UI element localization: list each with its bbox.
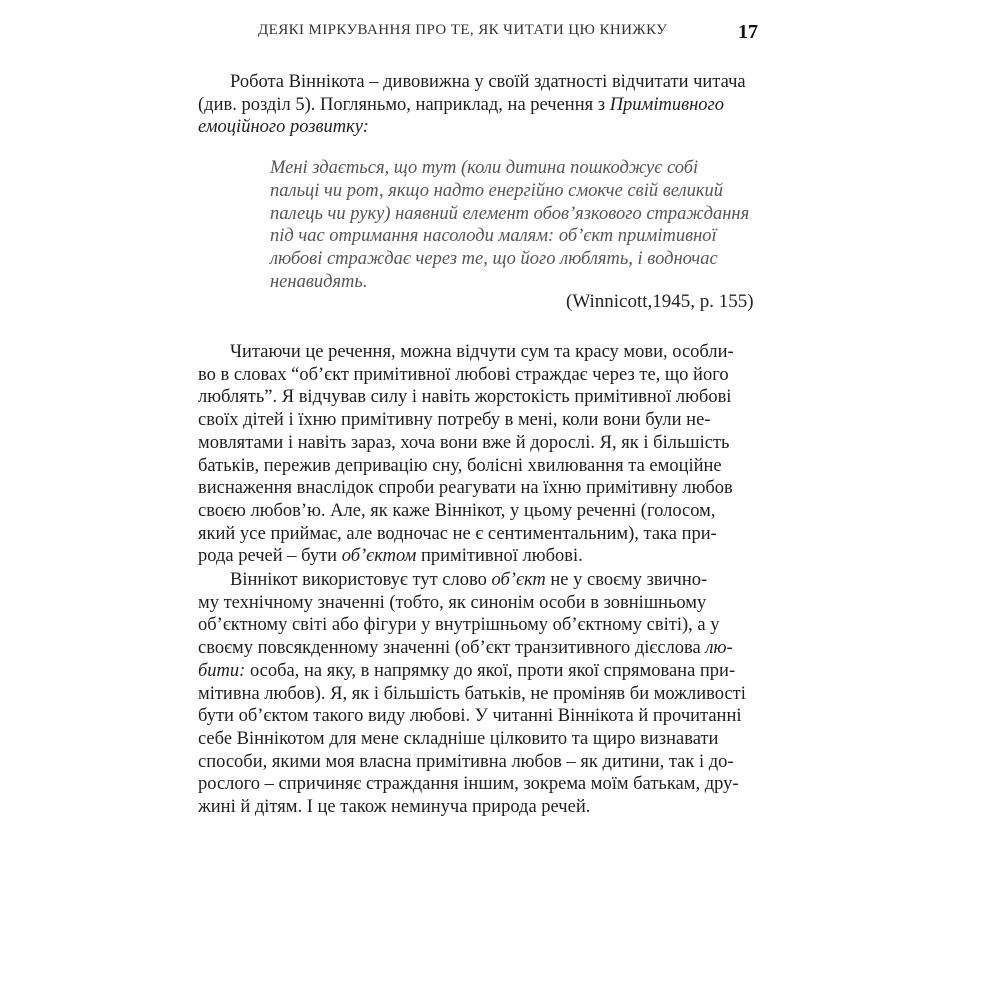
text-line: бути об’єктом такого виду любові. У читанні Віннікота й прочитанні: [198, 706, 742, 727]
text-line: який усе приймає, але водночас не є сентиментальним), така при-: [198, 523, 717, 544]
text-line: рослого – спричиняє страждання іншим, зокрема моїм батькам, дру-: [198, 774, 739, 795]
text-line: [198, 94, 763, 117]
text-line: мітивна любов). Я, як і більшість батьків, не проміняв би можливості: [198, 683, 746, 704]
text-line: своїх дітей і їхню примітивну потребу в мені, коли вони були не-: [198, 410, 711, 431]
running-title: ДЕЯКІ МІРКУВАННЯ ПРО ТЕ, ЯК ЧИТАТИ ЦЮ КНИЖКУ: [258, 22, 668, 38]
quote-line: любові страждає через те, що його люблять, і водночас: [270, 249, 718, 270]
text-line: способи, якими моя власна примітивна любов – як дитини, так і до-: [198, 751, 734, 772]
text-line: мовлятами і навіть зараз, хоча вони вже й дорослі. Я, як і більшість: [198, 432, 730, 453]
text-span: особа, на яку, в напрямку до якої, проти якої спрямована при-: [245, 660, 736, 681]
quote-line: пальці чи рот, якщо надто енергійно смокче свій великий: [270, 180, 723, 201]
text-line: [198, 637, 763, 660]
text-span: не у своєму звично-: [545, 570, 708, 590]
text-span: своєму повсякденному значенні (об’єкт транзитивного дієслова: [198, 638, 706, 659]
page-number: 17: [738, 21, 758, 43]
text-line: жині й дітям. І це також неминуча природа речей.: [198, 797, 591, 818]
italic-word: лю-: [705, 638, 733, 659]
quote-line: під час отримання насолоди малям: об’єкт примітивної: [270, 226, 717, 247]
text-line: себе Віннікотом для мене складніше цілковито та щиро визнавати: [198, 728, 719, 749]
text-line: му технічному значенні (тобто, як синонім особи в зовнішньому: [198, 592, 707, 613]
text-line: во в словах “об’єкт примітивної любові страждає через те, що його: [198, 364, 729, 385]
paragraph-2: [198, 341, 763, 568]
italic-word: об’єктом: [341, 546, 417, 567]
citation: (Winnicott,1945, p. 155): [566, 291, 754, 312]
text-line: Читаючи це речення, можна відчути сум та красу мови, особли-: [230, 342, 734, 362]
block-quote: [270, 157, 762, 294]
italic-word: бити:: [198, 660, 246, 681]
italic-title: Примітивного: [609, 94, 725, 115]
running-header: [258, 21, 758, 43]
italic-word: об’єкт: [491, 570, 546, 590]
paragraph-1: [198, 71, 763, 139]
paragraph-3: [198, 569, 763, 819]
italic-title-end: емоційного розвитку:: [198, 117, 369, 138]
text-span: Віннікот використовує тут слово: [230, 570, 492, 590]
text-line: [198, 545, 763, 568]
quote-line: Мені здається, що тут (коли дитина пошкоджує собі: [270, 158, 699, 178]
text-line: батьків, пережив депривацію сну, болісні хвилювання та емоційне: [198, 455, 722, 476]
quote-line: ненавидять.: [270, 271, 368, 292]
text-line: люблять”. Я відчував силу і навіть жорстокість примітивної любові: [198, 387, 732, 408]
text-line: [198, 116, 763, 139]
text-line: [198, 660, 763, 683]
text-span: (див. розділ 5). Погляньмо, наприклад, на речення з: [198, 94, 610, 115]
text-line: Робота Віннікота – дивовижна у своїй здатності відчитати читача: [230, 72, 746, 92]
text-line: об’єктному світі або фігури у внутрішньому об’єктному світі), а у: [198, 615, 720, 636]
quote-line: палець чи руку) наявний елемент обов’язкового страждання: [270, 203, 750, 224]
text-line: своєю любов’ю. Але, як каже Віннікот, у цьому реченні (голосом,: [198, 500, 716, 521]
text-span: рода речей – бути: [198, 546, 342, 567]
text-span: примітивної любові.: [416, 546, 583, 567]
text-line: виснаження внаслідок спроби реагувати на їхню примітивну любов: [198, 478, 733, 499]
text-line: [198, 569, 763, 592]
